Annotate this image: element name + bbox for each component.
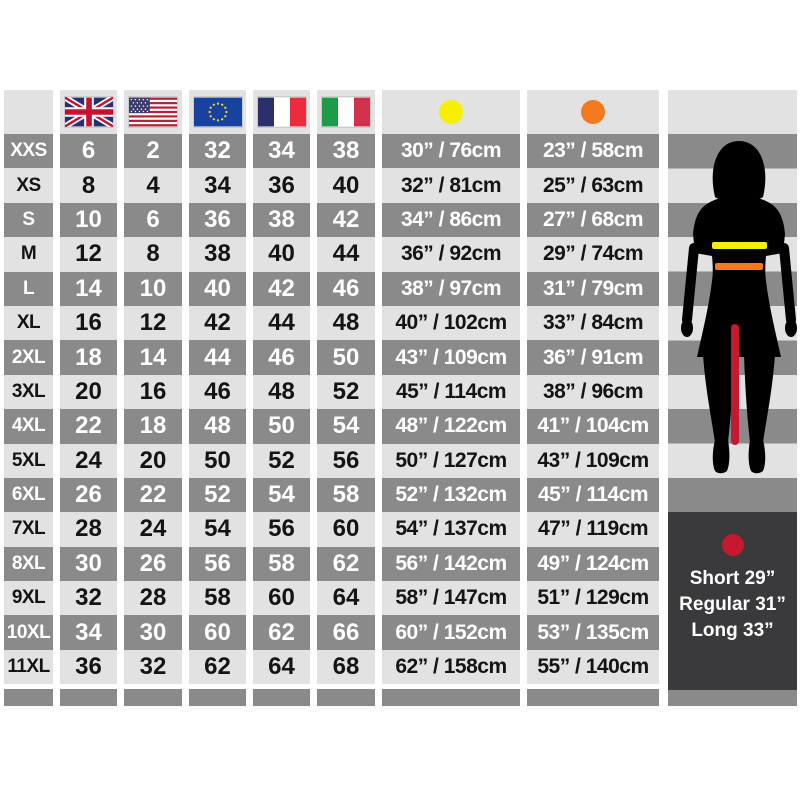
fr-size-cell: 52 <box>253 444 310 478</box>
usa-flag-icon <box>129 97 177 127</box>
eu-size-cell: 50 <box>189 444 246 478</box>
fr-size-cell: 36 <box>253 168 310 202</box>
fr-size-cell: 50 <box>253 409 310 443</box>
it-size-cell: 40 <box>317 168 375 202</box>
bust-measurement-cell: 34” / 86cm <box>382 203 520 237</box>
us-size-cell: 8 <box>124 237 182 271</box>
size-label-cell: 2XL <box>4 340 53 374</box>
fr-size-cell: 60 <box>253 581 310 615</box>
leg-length-short: Short 29” <box>689 568 776 589</box>
waist-measurement-cell: 55” / 140cm <box>527 650 659 684</box>
it-size-cell: 46 <box>317 272 375 306</box>
figure-column <box>668 90 797 707</box>
bust-measurement-cell: 30” / 76cm <box>382 134 520 168</box>
bust-measurement-cell: 50” / 127cm <box>382 444 520 478</box>
fr-size-cell: 56 <box>253 512 310 546</box>
eu-size-cell: 38 <box>189 237 246 271</box>
eu-size-cell: 62 <box>189 650 246 684</box>
size-label-cell: M <box>4 237 53 271</box>
uk-size-cell: 28 <box>60 512 117 546</box>
bust-measurement-cell: 56” / 142cm <box>382 547 520 581</box>
fr-size-cell: 64 <box>253 650 310 684</box>
us-size-cell: 24 <box>124 512 182 546</box>
eu-size-cell: 46 <box>189 375 246 409</box>
size-label-cell: XS <box>4 168 53 202</box>
us-size-cell: 14 <box>124 340 182 374</box>
it-size-cell: 64 <box>317 581 375 615</box>
eu-size-cell: 42 <box>189 306 246 340</box>
it-size-cell: 62 <box>317 547 375 581</box>
col-header-size <box>4 90 53 134</box>
it-size-cell: 56 <box>317 444 375 478</box>
col-header-france <box>253 90 310 134</box>
it-size-cell: 44 <box>317 237 375 271</box>
us-size-cell: 18 <box>124 409 182 443</box>
waist-measurement-cell: 31” / 79cm <box>527 272 659 306</box>
uk-size-cell: 24 <box>60 444 117 478</box>
bust-measurement-cell: 58” / 147cm <box>382 581 520 615</box>
leg-length-regular: Regular 31” <box>679 594 786 615</box>
bust-measurement-cell: 32” / 81cm <box>382 168 520 202</box>
fr-size-cell: 38 <box>253 203 310 237</box>
waist-measurement-cell: 27” / 68cm <box>527 203 659 237</box>
bust-measurement-cell: 43” / 109cm <box>382 340 520 374</box>
waist-measurement-cell: 49” / 124cm <box>527 547 659 581</box>
uk-size-cell: 36 <box>60 650 117 684</box>
bust-band <box>712 242 767 249</box>
waist-measurement-cell: 47” / 119cm <box>527 512 659 546</box>
uk-size-cell: 20 <box>60 375 117 409</box>
leg-length-panel <box>668 512 797 690</box>
us-size-cell: 4 <box>124 168 182 202</box>
eu-size-cell: 48 <box>189 409 246 443</box>
uk-size-cell: 12 <box>60 237 117 271</box>
col-header-eu <box>189 90 246 134</box>
col-header-uk <box>60 90 117 134</box>
bust-measurement-cell: 40” / 102cm <box>382 306 520 340</box>
waist-marker-icon <box>581 100 605 124</box>
uk-size-cell: 30 <box>60 547 117 581</box>
us-size-cell: 28 <box>124 581 182 615</box>
us-size-cell: 10 <box>124 272 182 306</box>
body-silhouette <box>668 134 797 514</box>
waist-measurement-cell: 43” / 109cm <box>527 444 659 478</box>
bust-measurement-cell: 62” / 158cm <box>382 650 520 684</box>
size-label-cell: 8XL <box>4 547 53 581</box>
fr-size-cell: 44 <box>253 306 310 340</box>
waist-measurement-cell: 25” / 63cm <box>527 168 659 202</box>
fr-size-cell: 62 <box>253 615 310 649</box>
us-size-cell: 12 <box>124 306 182 340</box>
uk-size-cell: 8 <box>60 168 117 202</box>
size-chart-table <box>4 90 659 719</box>
size-label-cell: 5XL <box>4 444 53 478</box>
eu-size-cell: 52 <box>189 478 246 512</box>
france-flag-icon <box>258 97 306 127</box>
size-label-cell: 11XL <box>4 650 53 684</box>
figure-column-header <box>668 90 797 134</box>
leg-length-long: Long 33” <box>691 620 774 641</box>
eu-size-cell: 32 <box>189 134 246 168</box>
it-size-cell: 58 <box>317 478 375 512</box>
uk-size-cell: 14 <box>60 272 117 306</box>
it-size-cell: 60 <box>317 512 375 546</box>
size-label-cell: XL <box>4 306 53 340</box>
bust-measurement-cell: 52” / 132cm <box>382 478 520 512</box>
it-size-cell: 42 <box>317 203 375 237</box>
size-label-cell: 6XL <box>4 478 53 512</box>
us-size-cell: 30 <box>124 615 182 649</box>
us-size-cell: 16 <box>124 375 182 409</box>
bottom-stripe-cell <box>382 689 520 706</box>
it-size-cell: 68 <box>317 650 375 684</box>
col-header-italy <box>317 90 375 134</box>
us-size-cell: 26 <box>124 547 182 581</box>
bust-measurement-cell: 48” / 122cm <box>382 409 520 443</box>
bust-measurement-cell: 54” / 137cm <box>382 512 520 546</box>
eu-size-cell: 58 <box>189 581 246 615</box>
inside-leg-line <box>731 324 739 445</box>
bust-measurement-cell: 60” / 152cm <box>382 615 520 649</box>
eu-flag-icon <box>194 97 242 127</box>
waist-measurement-cell: 41” / 104cm <box>527 409 659 443</box>
waist-measurement-cell: 53” / 135cm <box>527 615 659 649</box>
it-size-cell: 38 <box>317 134 375 168</box>
fr-size-cell: 58 <box>253 547 310 581</box>
eu-size-cell: 56 <box>189 547 246 581</box>
figure-column-bottom-stripe <box>668 689 797 706</box>
bottom-stripe-cell <box>253 689 310 706</box>
it-size-cell: 50 <box>317 340 375 374</box>
bust-measurement-cell: 45” / 114cm <box>382 375 520 409</box>
uk-size-cell: 16 <box>60 306 117 340</box>
fr-size-cell: 54 <box>253 478 310 512</box>
it-size-cell: 52 <box>317 375 375 409</box>
eu-size-cell: 54 <box>189 512 246 546</box>
uk-size-cell: 26 <box>60 478 117 512</box>
eu-size-cell: 60 <box>189 615 246 649</box>
uk-size-cell: 18 <box>60 340 117 374</box>
eu-size-cell: 36 <box>189 203 246 237</box>
fr-size-cell: 46 <box>253 340 310 374</box>
us-size-cell: 2 <box>124 134 182 168</box>
uk-size-cell: 6 <box>60 134 117 168</box>
bottom-stripe-cell <box>60 689 117 706</box>
waist-band <box>715 263 763 270</box>
fr-size-cell: 40 <box>253 237 310 271</box>
waist-measurement-cell: 29” / 74cm <box>527 237 659 271</box>
fr-size-cell: 48 <box>253 375 310 409</box>
eu-size-cell: 44 <box>189 340 246 374</box>
size-label-cell: 10XL <box>4 615 53 649</box>
waist-measurement-cell: 45” / 114cm <box>527 478 659 512</box>
uk-size-cell: 22 <box>60 409 117 443</box>
fr-size-cell: 34 <box>253 134 310 168</box>
us-size-cell: 22 <box>124 478 182 512</box>
col-header-waist <box>527 90 659 134</box>
it-size-cell: 48 <box>317 306 375 340</box>
us-size-cell: 6 <box>124 203 182 237</box>
waist-measurement-cell: 51” / 129cm <box>527 581 659 615</box>
size-label-cell: 7XL <box>4 512 53 546</box>
leg-length-marker-icon <box>722 534 744 556</box>
size-label-cell: 3XL <box>4 375 53 409</box>
bust-measurement-cell: 36” / 92cm <box>382 237 520 271</box>
size-label-cell: S <box>4 203 53 237</box>
italy-flag-icon <box>322 97 370 127</box>
bottom-stripe-cell <box>317 689 375 706</box>
bust-marker-icon <box>439 100 463 124</box>
size-label-cell: 4XL <box>4 409 53 443</box>
waist-measurement-cell: 33” / 84cm <box>527 306 659 340</box>
bust-measurement-cell: 38” / 97cm <box>382 272 520 306</box>
waist-measurement-cell: 23” / 58cm <box>527 134 659 168</box>
size-label-cell: L <box>4 272 53 306</box>
us-size-cell: 20 <box>124 444 182 478</box>
fr-size-cell: 42 <box>253 272 310 306</box>
bottom-stripe-cell <box>527 689 659 706</box>
bottom-stripe-cell <box>189 689 246 706</box>
uk-size-cell: 34 <box>60 615 117 649</box>
size-label-cell: 9XL <box>4 581 53 615</box>
col-header-us <box>124 90 182 134</box>
us-size-cell: 32 <box>124 650 182 684</box>
uk-size-cell: 32 <box>60 581 117 615</box>
uk-flag-icon <box>65 97 113 127</box>
bottom-stripe-cell <box>4 689 53 706</box>
eu-size-cell: 40 <box>189 272 246 306</box>
size-label-cell: XXS <box>4 134 53 168</box>
waist-measurement-cell: 38” / 96cm <box>527 375 659 409</box>
uk-size-cell: 10 <box>60 203 117 237</box>
it-size-cell: 66 <box>317 615 375 649</box>
col-header-bust <box>382 90 520 134</box>
waist-measurement-cell: 36” / 91cm <box>527 340 659 374</box>
eu-size-cell: 34 <box>189 168 246 202</box>
bottom-stripe-cell <box>124 689 182 706</box>
it-size-cell: 54 <box>317 409 375 443</box>
